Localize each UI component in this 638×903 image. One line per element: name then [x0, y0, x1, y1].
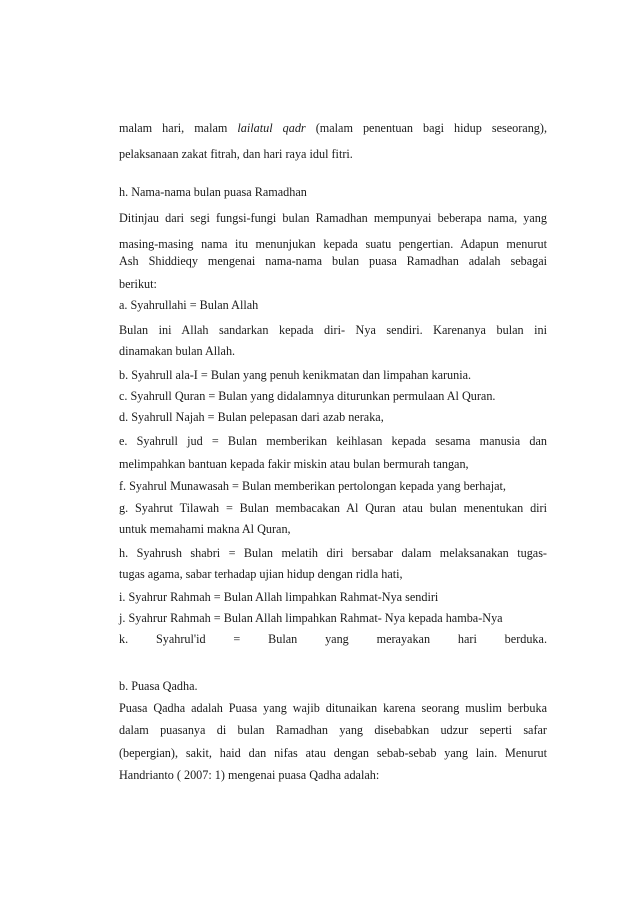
section-b-heading: b. Puasa Qadha. — [119, 679, 198, 693]
section-h-heading: h. Nama-nama bulan puasa Ramadhan — [119, 185, 307, 199]
list-item-e-line-1: e. Syahrull jud = Bulan memberikan keihlasan kepada sesama manusia dan — [119, 434, 547, 448]
intro-text-a: malam hari, malam — [119, 121, 238, 135]
section-h-paragraph-line-3: Ash Shiddieqy mengenai nama-nama bulan puasa Ramadhan adalah sebagai — [119, 254, 547, 268]
section-b-paragraph-line-1: Puasa Qadha adalah Puasa yang wajib ditunaikan karena seorang muslim berbuka — [119, 701, 547, 715]
list-item-b: b. Syahrull ala-I = Bulan yang penuh kenikmatan dan limpahan karunia. — [119, 368, 472, 382]
list-item-a: a. Syahrullahi = Bulan Allah — [119, 298, 259, 312]
section-h-paragraph-line-2: masing-masing nama itu menunjukan kepada suatu pengertian. Adapun menurut — [119, 237, 547, 251]
list-item-i: i. Syahrur Rahmah = Bulan Allah limpahkan Rahmat-Nya sendiri — [119, 590, 439, 604]
intro-italic-term: lailatul qadr — [237, 121, 306, 135]
intro-line-1 — [119, 120, 547, 136]
section-h-paragraph-line-1: Ditinjau dari segi fungsi-fungi bulan Ramadhan mempunyai beberapa nama, yang — [119, 211, 547, 225]
list-item-j: j. Syahrur Rahmah = Bulan Allah limpahkan Rahmat- Nya kepada hamba-Nya — [119, 611, 503, 625]
section-b-paragraph-line-2: dalam puasanya di bulan Ramadhan yang disebabkan udzur seperti safar — [119, 723, 547, 737]
list-item-e-line-2: melimpahkan bantuan kepada fakir miskin atau bulan bermurah tangan, — [119, 457, 469, 471]
list-item-g-line-2: untuk memahami makna Al Quran, — [119, 522, 291, 536]
list-item-a-desc-1: Bulan ini Allah sandarkan kepada diri- Nya sendiri. Karenanya bulan ini — [119, 323, 547, 337]
list-item-g-line-1: g. Syahrut Tilawah = Bulan membacakan Al Quran atau bulan menentukan diri — [119, 501, 547, 515]
intro-line-2: pelaksanaan zakat fitrah, dan hari raya idul fitri. — [119, 147, 353, 161]
list-item-h-line-2: tugas agama, sabar terhadap ujian hidup dengan ridla hati, — [119, 567, 403, 581]
list-item-d: d. Syahrull Najah = Bulan pelepasan dari azab neraka, — [119, 410, 384, 424]
list-item-h-line-1: h. Syahrush shabri = Bulan melatih diri bersabar dalam melaksanakan tugas- — [119, 546, 547, 560]
list-item-k: k. Syahrul'id = Bulan yang merayakan hari berduka. — [119, 632, 547, 646]
list-item-f: f. Syahrul Munawasah = Bulan memberikan pertolongan kepada yang berhajat, — [119, 479, 506, 493]
section-b-paragraph-line-4: Handrianto ( 2007: 1) mengenai puasa Qadha adalah: — [119, 768, 380, 782]
list-item-c: c. Syahrull Quran = Bulan yang didalamnya diturunkan permulaan Al Quran. — [119, 389, 496, 403]
section-h-paragraph-line-4: berikut: — [119, 277, 157, 291]
list-item-a-desc-2: dinamakan bulan Allah. — [119, 344, 236, 358]
intro-text-b: (malam penentuan bagi hidup seseorang), — [305, 121, 547, 135]
section-b-paragraph-line-3: (bepergian), sakit, haid dan nifas atau dengan sebab-sebab yang lain. Menurut — [119, 746, 547, 760]
